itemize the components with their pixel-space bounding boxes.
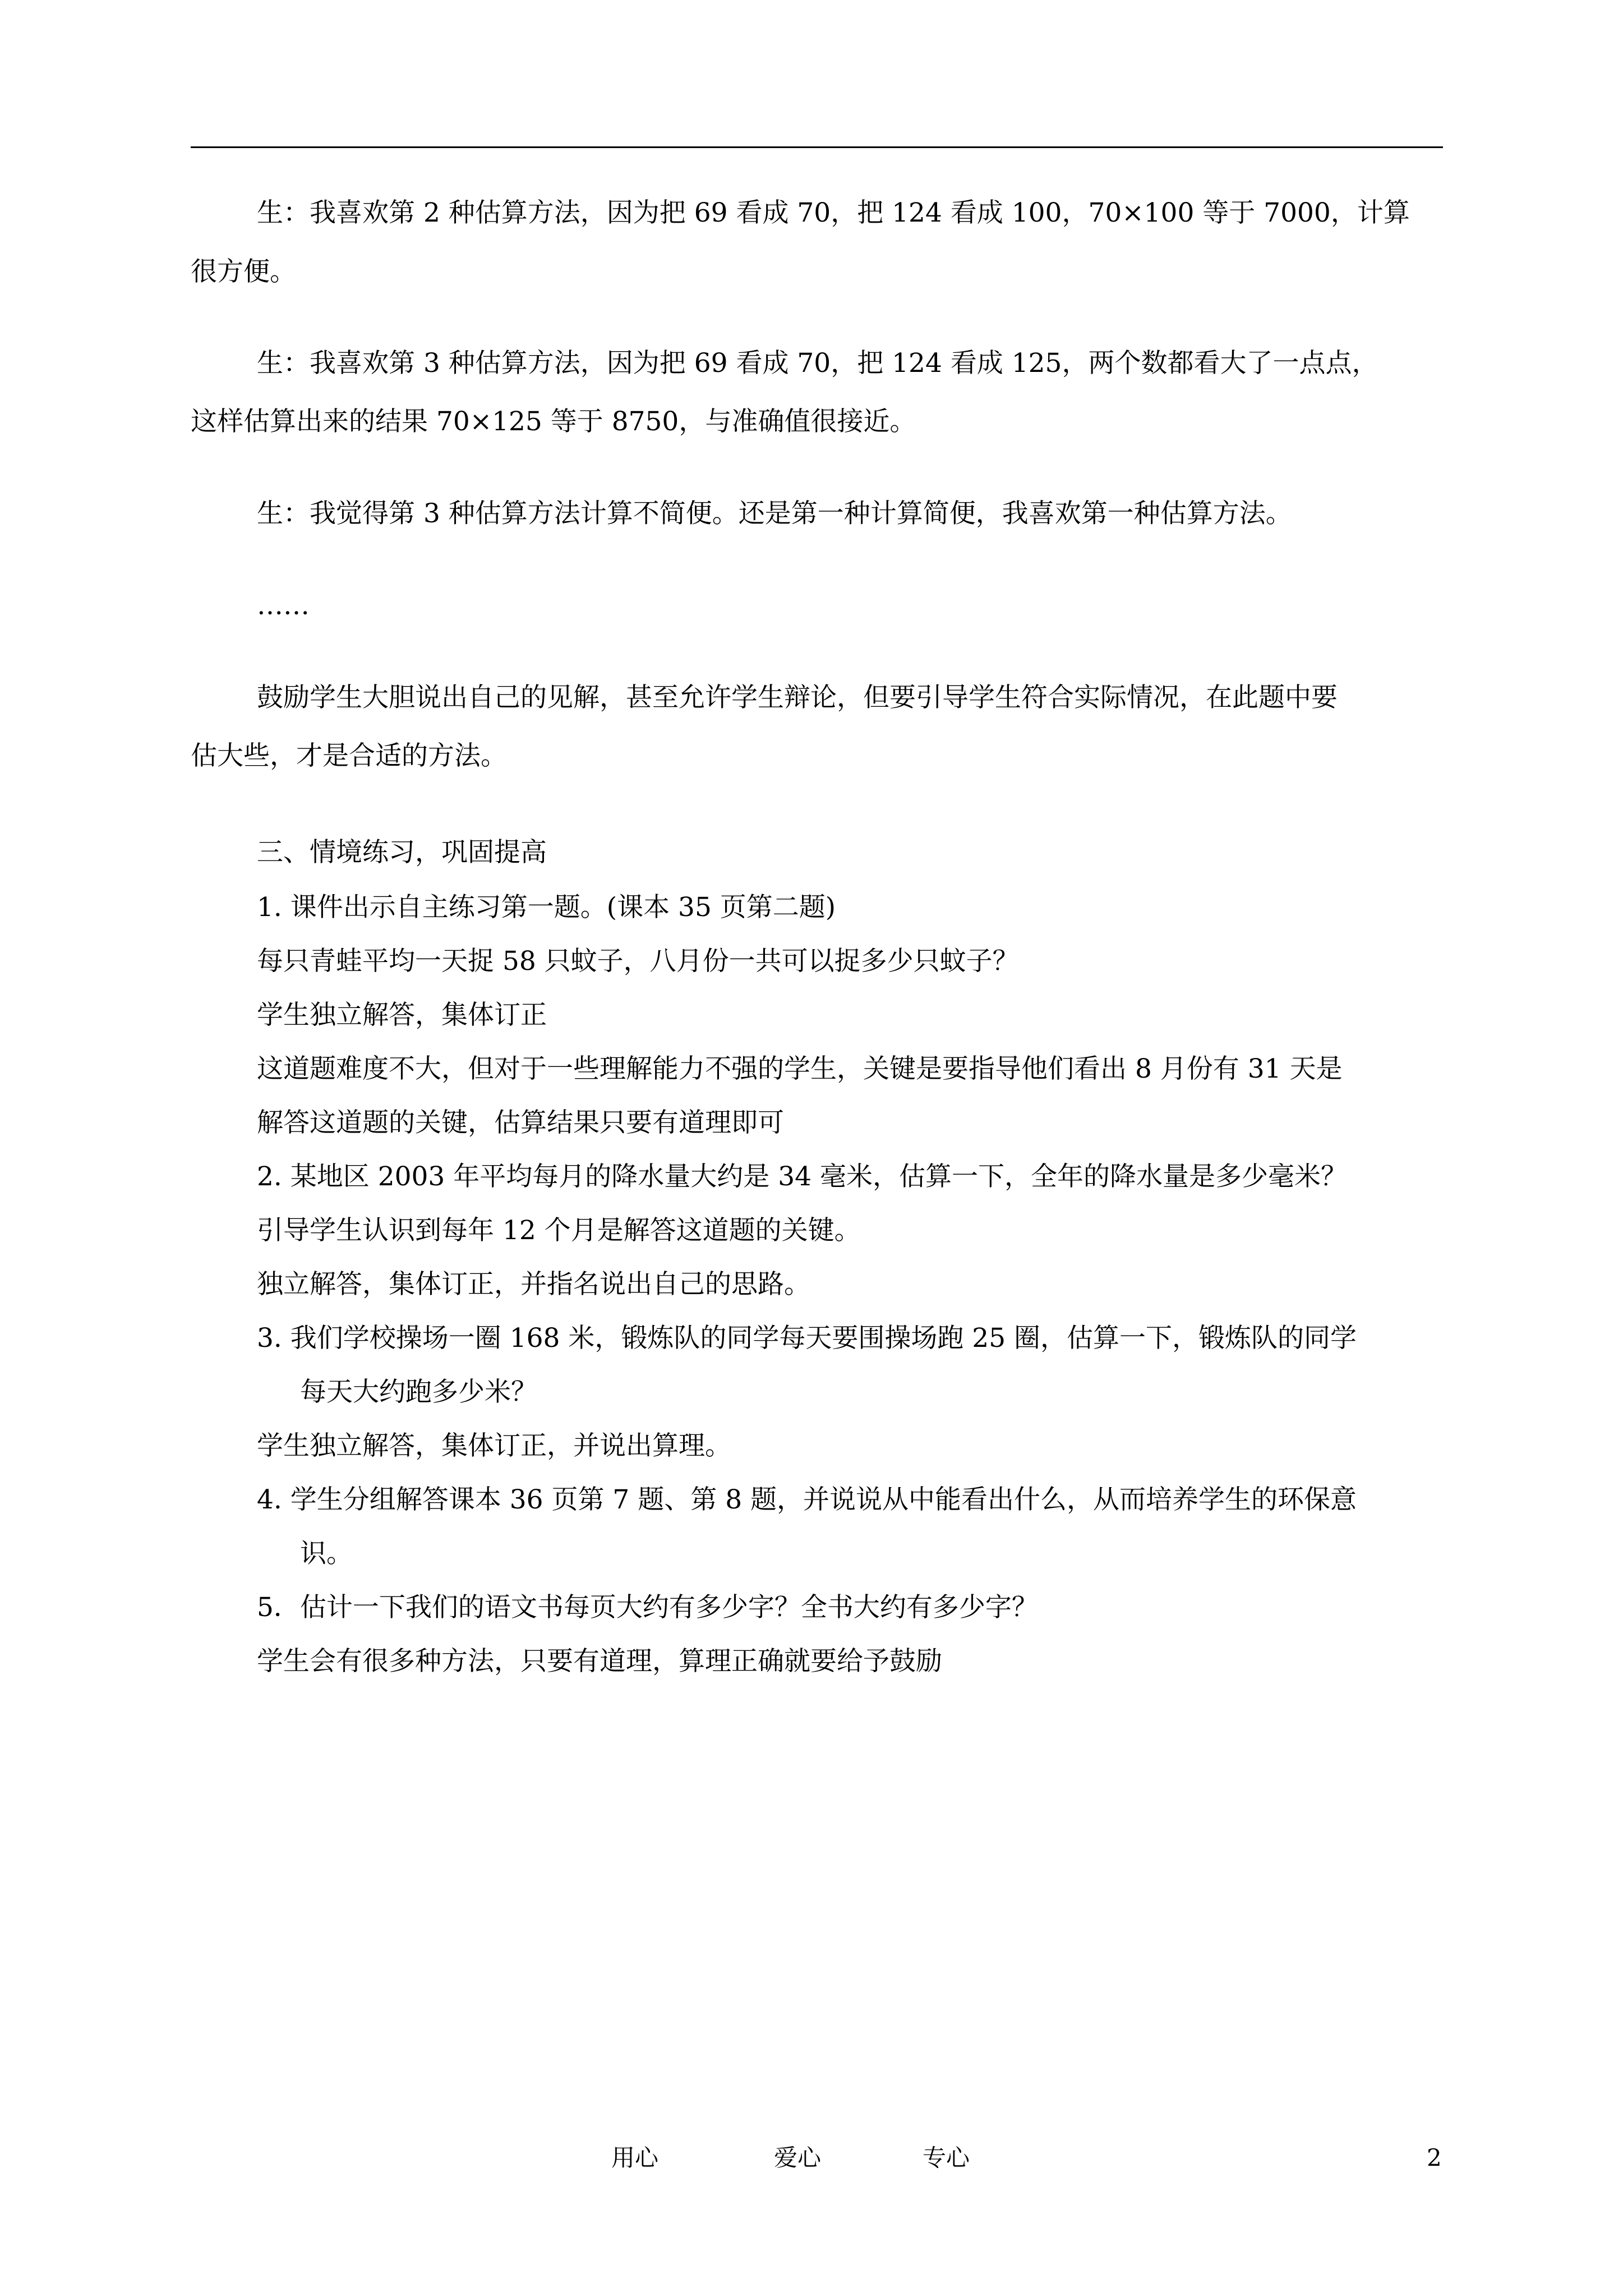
- header-rule: [191, 146, 1443, 148]
- list-item-text: 每只青蛙平均一天捉 58 只蚊子，八月份一共可以捉多少只蚊子？: [257, 946, 1019, 977]
- paragraph-line: 生：我喜欢第 2 种估算方法，因为把 69 看成 70，把 124 看成 100，70×100 等于 7000，计算: [257, 197, 1410, 228]
- list-item-text: 学生会有很多种方法，只要有道理，算理正确就要给予鼓励: [257, 1646, 942, 1677]
- paragraph-line: 生：我觉得第 3 种估算方法计算不简便。还是第一种计算简便，我喜欢第一种估算方法。: [257, 498, 1292, 529]
- paragraph-line: 估大些，才是合适的方法。: [191, 740, 507, 771]
- list-item: 5．估计一下我们的语文书每页大约有多少字？全书大约有多少字？: [257, 1592, 1038, 1623]
- list-item-text: 识。: [300, 1538, 353, 1569]
- list-item-text: 这道题难度不大，但对于一些理解能力不强的学生，关键是要指导他们看出 8 月份有 31 天是: [257, 1053, 1343, 1084]
- list-item: 4. 学生分组解答课本 36 页第 7 题、第 8 题，并说说从中能看出什么，从而培养学生的环保意: [257, 1484, 1357, 1515]
- list-item-text: 学生独立解答，集体订正: [257, 1000, 547, 1030]
- list-item-text: 独立解答，集体订正，并指名说出自己的思路。: [257, 1269, 810, 1300]
- section-heading: 三、情境练习，巩固提高: [257, 837, 547, 868]
- paragraph-line: 这样估算出来的结果 70×125 等于 8750，与准确值很接近。: [191, 406, 916, 437]
- page-number: 2: [1427, 2144, 1442, 2171]
- list-item: 1. 课件出示自主练习第一题。(课本 35 页第二题): [257, 892, 836, 923]
- list-item: 3. 我们学校操场一圈 168 米，锻炼队的同学每天要围操场跑 25 圈，估算一下，锻炼队的同学: [257, 1323, 1357, 1354]
- list-item-text: 解答这道题的关键，估算结果只要有道理即可: [257, 1107, 784, 1138]
- paragraph-line: 生：我喜欢第 3 种估算方法，因为把 69 看成 70，把 124 看成 125，两个数都看大了一点点，: [257, 348, 1378, 379]
- ellipsis: ……: [257, 590, 310, 621]
- paragraph-line: 鼓励学生大胆说出自己的见解，甚至允许学生辩论，但要引导学生符合实际情况，在此题中要: [257, 682, 1338, 713]
- list-item: 2. 某地区 2003 年平均每月的降水量大约是 34 毫米，估算一下，全年的降水量是多少毫米？: [257, 1161, 1347, 1192]
- list-item-text: 学生独立解答，集体订正，并说出算理。: [257, 1430, 731, 1461]
- list-item-text: 引导学生认识到每年 12 个月是解答这道题的关键。: [257, 1215, 861, 1246]
- footer-word: 用心: [611, 2144, 659, 2171]
- list-item-text: 每天大约跑多少米？: [300, 1377, 537, 1407]
- footer-word: 爱心: [774, 2144, 822, 2171]
- paragraph-line: 很方便。: [191, 256, 296, 287]
- footer-word: 专心: [923, 2144, 970, 2171]
